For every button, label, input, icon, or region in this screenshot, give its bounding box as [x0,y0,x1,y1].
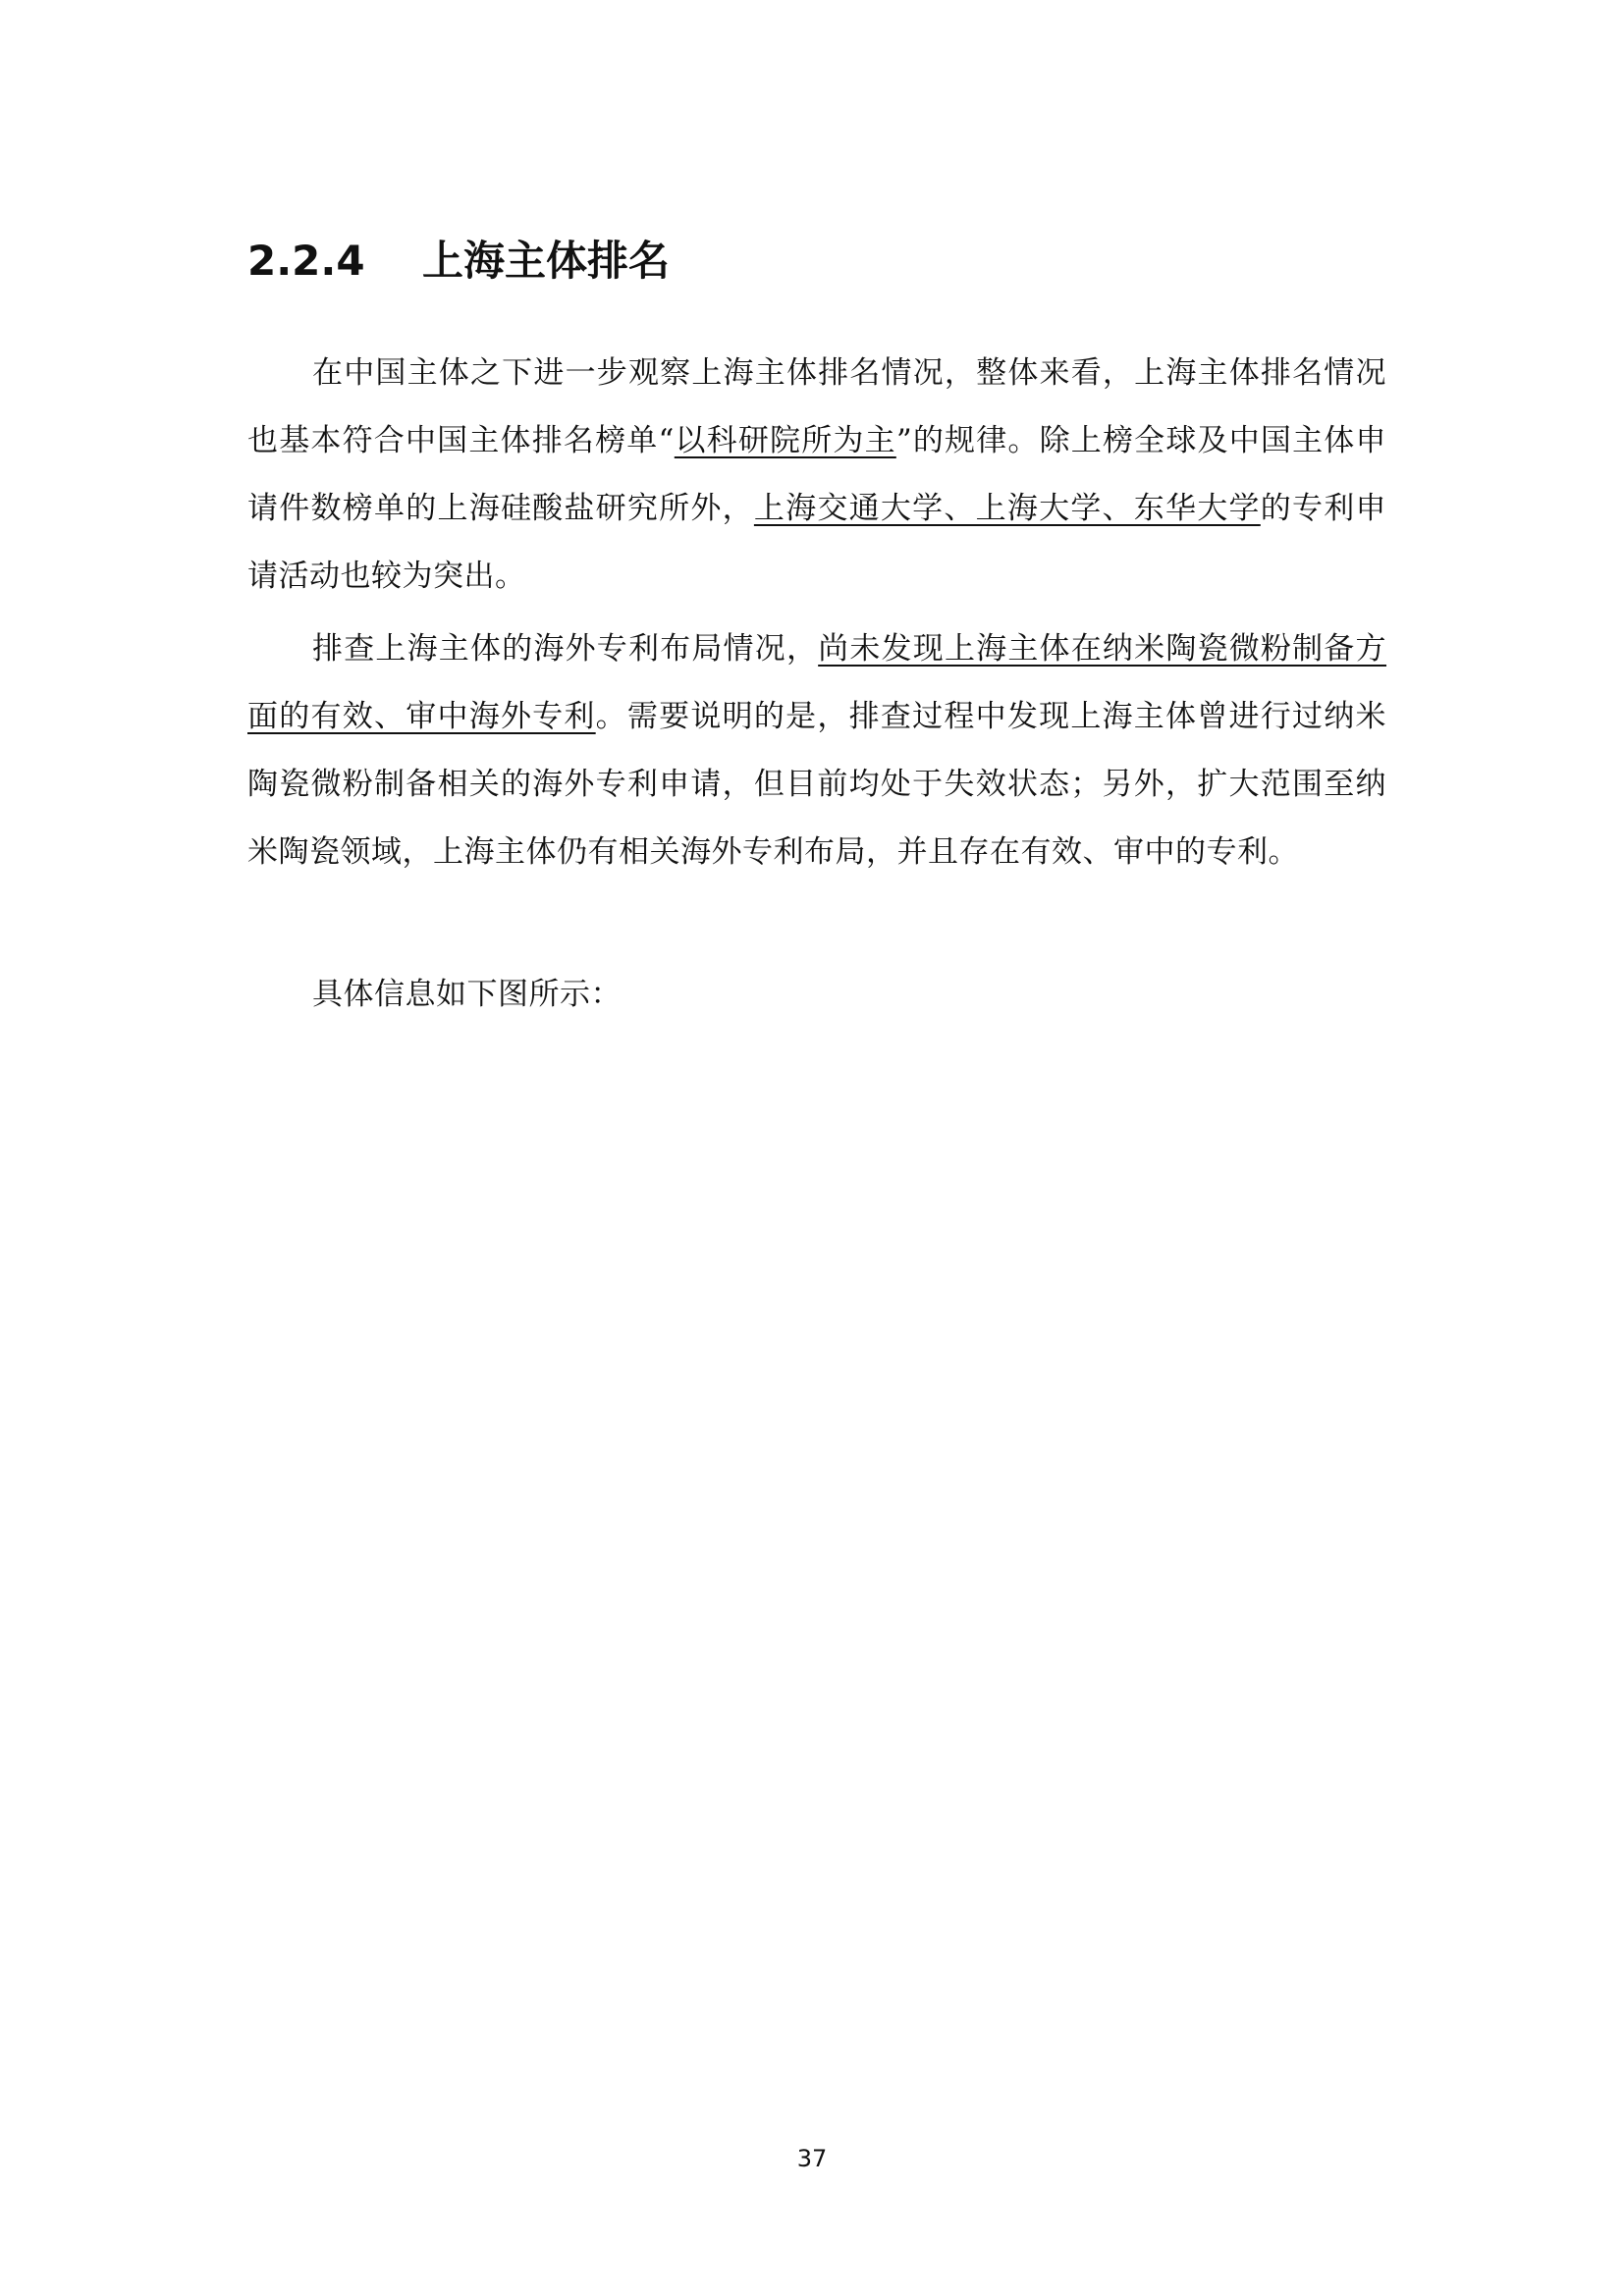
paragraph-text: 。需要说明的是，排查过程中发现上海主体曾进行过纳米陶瓷微粉制备相关的海外专利申请，但目前均处于失效状态；另外，扩大范围至纳米陶瓷领域，上海主体仍有相关海外专利布局，并且存在有效、审中的专利。 [247,699,1386,870]
paragraph-shanghai-ranking [247,340,1386,611]
paragraph-overseas-patents [247,615,1386,886]
section-title: 上海主体排名 [422,237,671,285]
paragraph-text: 排查上海主体的海外专利布局情况， [312,631,819,667]
underlined-emphasis: 以科研院所为主 [674,423,896,458]
paragraph-text: 在中国主体之下进一步观察上海主体排名情况，整体来看，上海主体排名情况也基本符合中国主体排名榜单“ [247,355,1386,458]
underlined-emphasis: 上海交通大学、上海大学、东华大学 [753,491,1261,526]
paragraph-figure-intro [247,961,1386,1029]
paragraph-text: 的专利申请活动也较为突出。 [247,491,1387,594]
page-number: 37 [796,2145,828,2172]
paragraph-text: 具体信息如下图所示： [312,977,622,1012]
paragraph-text: ”的规律。除上榜全球及中国主体申请件数榜单的上海硅酸盐研究所外， [247,423,1386,526]
underlined-emphasis: 尚未发现上海主体在纳米陶瓷微粉制备方面的有效、审中海外专利 [247,631,1387,734]
section-number: 2.2.4 [247,237,365,285]
section-heading [247,232,670,291]
